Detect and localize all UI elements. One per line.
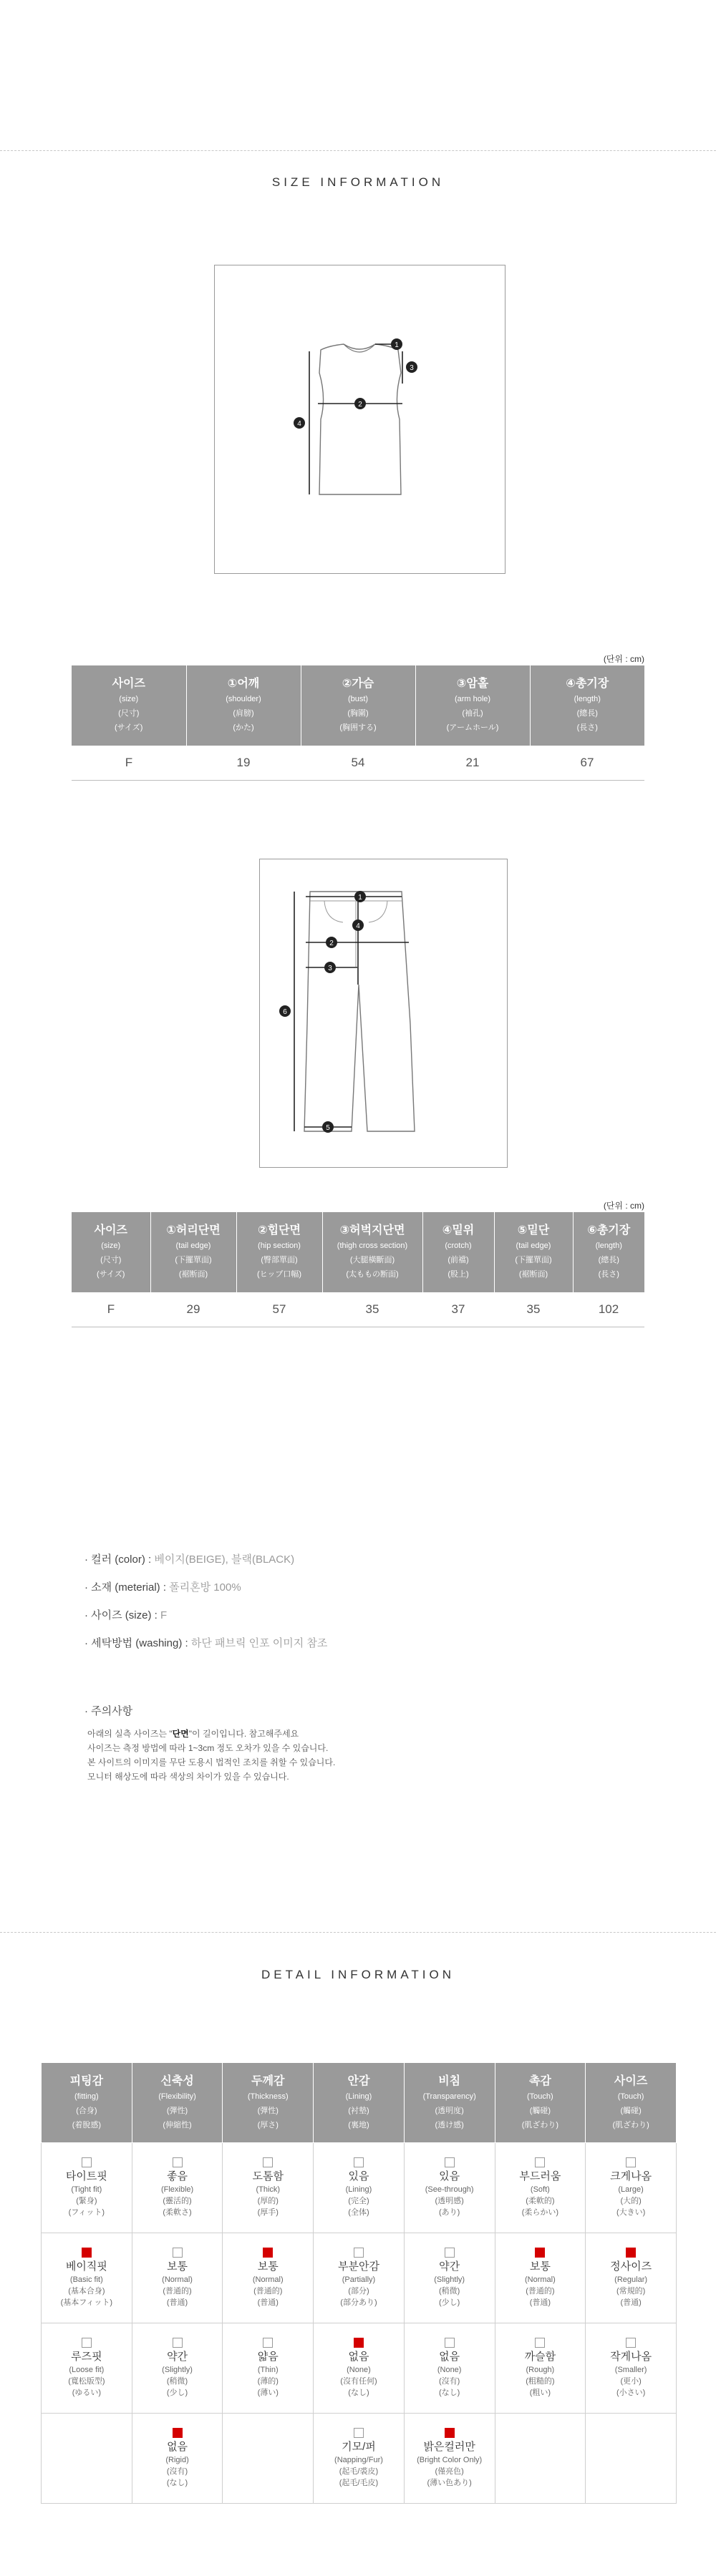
option-label: 밝은컬러만: [423, 2441, 475, 2453]
bottom-header-length: ⑥총기장 (length) (總長) (長さ): [573, 1212, 644, 1292]
middle-divider: [0, 1932, 716, 1933]
detail-option-cell: [223, 2143, 314, 2233]
option-label: 없음: [348, 2351, 369, 2363]
detail-header-size: 사이즈 (Touch) (觸碰) (肌ざわり): [586, 2063, 677, 2143]
bottom-value-thigh: 35: [322, 1292, 422, 1327]
detail-option-cell: [404, 2323, 495, 2414]
option-label: 타이트핏: [65, 2170, 107, 2182]
empty-box-icon: [535, 2338, 545, 2348]
pants-marker-5: [322, 1121, 334, 1133]
option-sublabel: (粗い): [529, 2389, 551, 2397]
detail-option-cell: [42, 2233, 132, 2323]
detail-option-cell: [314, 2143, 405, 2233]
bottom-value-waist: 29: [150, 1292, 236, 1327]
top-value-armhole: 21: [415, 746, 530, 781]
top-value-length: 67: [530, 746, 644, 781]
option-label: 보통: [257, 2260, 279, 2273]
option-sublabel: (粗糙的): [526, 2377, 555, 2386]
option-sublabel: (普通): [620, 2298, 642, 2307]
option-sublabel: (柔軟さ): [163, 2208, 192, 2217]
option-sublabel: (緊身): [76, 2197, 97, 2205]
detail-row: [42, 2323, 677, 2414]
notes-line-1: 아래의 실측 사이즈는 "단면"이 길이입니다. 참고해주세요: [87, 1729, 299, 1739]
detail-row: [42, 2414, 677, 2504]
option-sublabel: (柔らかい): [521, 2208, 559, 2217]
empty-box-icon: [626, 2157, 636, 2167]
option-sublabel: (Thin): [257, 2366, 279, 2374]
bottom-size-header-row: [72, 1212, 644, 1292]
sleeveless-top-illustration: [215, 265, 505, 573]
top-marker-3: [406, 361, 417, 373]
option-sublabel: (更小): [620, 2377, 642, 2386]
pants-marker-3: [324, 962, 336, 973]
option-sublabel: (部分): [348, 2287, 369, 2296]
option-label: 도톰함: [252, 2170, 284, 2182]
detail-option-cell: [586, 2233, 677, 2323]
option-sublabel: (Normal): [524, 2275, 556, 2284]
top-marker-4: [294, 417, 305, 429]
option-label: 없음: [167, 2441, 188, 2453]
bottom-value-rise: 37: [422, 1292, 494, 1327]
option-sublabel: (沒有任何): [340, 2377, 377, 2386]
detail-header-flexibility: 신축성 (Flexibility) (彈性) (伸縮性): [132, 2063, 223, 2143]
option-sublabel: (沒有): [439, 2377, 460, 2386]
option-sublabel: (Lining): [345, 2185, 372, 2194]
checked-box-icon: [82, 2248, 92, 2258]
option-label: 크게나옴: [610, 2170, 652, 2182]
detail-option-cell: [495, 2143, 586, 2233]
option-sublabel: (なし): [166, 2479, 188, 2487]
option-sublabel: (薄い色あり): [427, 2479, 472, 2487]
option-sublabel: (フィット): [68, 2208, 105, 2217]
detail-option-cell: [495, 2323, 586, 2414]
option-sublabel: (ゆるい): [72, 2389, 102, 2397]
option-sublabel: (Normal): [162, 2275, 193, 2284]
notes-line-4: 모니터 해상도에 따라 색상의 차이가 있을 수 있습니다.: [87, 1772, 289, 1782]
option-label: 기모/퍼: [342, 2441, 376, 2453]
detail-row: [42, 2233, 677, 2323]
option-sublabel: (普通的): [253, 2287, 283, 2296]
info-color: · 컬러 (color) : 베이지(BEIGE), 블랙(BLACK): [84, 1553, 295, 1566]
option-sublabel: (Bright Color Only): [417, 2456, 483, 2464]
option-label: 약간: [167, 2351, 188, 2363]
option-sublabel: (Flexible): [160, 2185, 194, 2194]
bottom-value-length: 102: [573, 1292, 644, 1327]
option-label: 약간: [439, 2260, 460, 2273]
top-header-length: ④총기장 (length) (總長) (長さ): [530, 665, 644, 746]
option-sublabel: (常規的): [616, 2287, 646, 2296]
empty-box-icon: [445, 2338, 455, 2348]
option-sublabel: (透明感): [435, 2197, 464, 2205]
option-sublabel: (薄い): [257, 2389, 279, 2397]
bottom-header-thigh: ③허벅지단면 (thigh cross section) (大腿橫斷面) (太ももの断面): [322, 1212, 422, 1292]
empty-box-icon: [173, 2248, 183, 2258]
detail-option-cell: [223, 2323, 314, 2414]
option-sublabel: (僅亮色): [435, 2467, 464, 2476]
detail-option-cell: [223, 2233, 314, 2323]
option-sublabel: (稍微): [439, 2287, 460, 2296]
info-size: · 사이즈 (size) : F: [84, 1609, 168, 1621]
option-sublabel: (普通): [529, 2298, 551, 2307]
option-sublabel: (Thick): [256, 2185, 281, 2194]
option-sublabel: (Smaller): [614, 2366, 647, 2374]
detail-header-transparency: 비침 (Transparency) (透明度) (透け感): [404, 2063, 495, 2143]
detail-empty-cell: [223, 2414, 314, 2504]
top-header-size: 사이즈 (size) (尺寸) (サイズ): [72, 665, 186, 746]
option-sublabel: (起毛/裘皮): [339, 2467, 379, 2476]
bottom-value-size: F: [72, 1292, 150, 1327]
bottom-header-hem: ⑤밑단 (tail edge) (下擺單面) (裾断面): [494, 1212, 573, 1292]
detail-option-cell: [404, 2414, 495, 2504]
detail-option-cell: [314, 2233, 405, 2323]
detail-option-cell: [314, 2323, 405, 2414]
top-value-size: F: [72, 746, 186, 781]
option-label: 베이직핏: [65, 2260, 107, 2273]
detail-option-cell: [586, 2323, 677, 2414]
svg-text:5: 5: [326, 1124, 330, 1132]
bottom-header-rise: ④밑위 (crotch) (前襠) (股上): [422, 1212, 494, 1292]
option-sublabel: (Rigid): [165, 2456, 189, 2464]
detail-information-title: DETAIL INFORMATION: [261, 1968, 455, 1981]
option-sublabel: (None): [437, 2366, 462, 2374]
pants-marker-6: [279, 1005, 291, 1017]
option-label: 루즈핏: [71, 2351, 102, 2363]
empty-box-icon: [626, 2338, 636, 2348]
info-washing: · 세탁방법 (washing) : 하단 패브릭 인포 이미지 참조: [84, 1637, 328, 1649]
option-sublabel: (Slightly): [434, 2275, 465, 2284]
empty-box-icon: [354, 2157, 364, 2167]
svg-text:1: 1: [358, 894, 362, 902]
detail-option-cell: [314, 2414, 405, 2504]
option-sublabel: (See-through): [425, 2185, 474, 2194]
empty-box-icon: [354, 2428, 364, 2438]
checked-box-icon: [535, 2248, 545, 2258]
option-sublabel: (なし): [439, 2389, 460, 2397]
option-sublabel: (少し): [439, 2298, 460, 2307]
pants-illustration: [260, 859, 507, 1167]
option-sublabel: (大的): [620, 2197, 642, 2205]
empty-box-icon: [173, 2338, 183, 2348]
option-sublabel: (Tight fit): [71, 2185, 102, 2194]
detail-header-touch: 촉감 (Touch) (觸碰) (肌ざわり): [495, 2063, 586, 2143]
option-sublabel: (なし): [348, 2389, 369, 2397]
pants-diagram: [259, 859, 508, 1168]
svg-text:1: 1: [395, 341, 399, 349]
empty-box-icon: [445, 2248, 455, 2258]
option-sublabel: (稍微): [166, 2377, 188, 2386]
info-material: · 소재 (meterial) : 폴리혼방 100%: [84, 1581, 241, 1594]
notes-line-3: 본 사이트의 이미지를 무단 도용시 법적인 조치를 취할 수 있습니다.: [87, 1757, 336, 1767]
bottom-header-hip: ②힙단면 (hip section) (臀部單面) (ヒップ口幅): [236, 1212, 322, 1292]
option-sublabel: (基本合身): [68, 2287, 105, 2296]
option-sublabel: (Loose fit): [69, 2366, 105, 2374]
detail-header-fitting: 피팅감 (fitting) (合身) (着脫感): [42, 2063, 132, 2143]
pants-marker-4: [352, 919, 364, 931]
option-label: 정사이즈: [610, 2260, 652, 2273]
bottom-header-size: 사이즈 (size) (尺寸) (サイズ): [72, 1212, 150, 1292]
option-sublabel: (Napping/Fur): [334, 2456, 383, 2464]
detail-header-thickness: 두께감 (Thickness) (彈性) (厚さ): [223, 2063, 314, 2143]
option-sublabel: (Large): [618, 2185, 644, 2194]
option-sublabel: (起毛/毛皮): [339, 2479, 379, 2487]
option-label: 작게나옴: [610, 2351, 652, 2363]
option-sublabel: (厚的): [257, 2197, 279, 2205]
top-header-armhole: ③암홀 (arm hole) (袖孔) (アームホール): [415, 665, 530, 746]
top-header-bust: ②가슴 (bust) (胸圍) (胸囲する): [301, 665, 415, 746]
option-sublabel: (少し): [166, 2389, 188, 2397]
option-label: 까슬함: [524, 2351, 556, 2363]
option-label: 없음: [439, 2351, 460, 2363]
option-sublabel: (Rough): [526, 2366, 555, 2374]
detail-option-cell: [42, 2323, 132, 2414]
option-sublabel: (厚手): [257, 2208, 279, 2217]
option-label: 얇음: [257, 2351, 279, 2363]
option-sublabel: (Regular): [614, 2275, 648, 2284]
svg-text:3: 3: [410, 364, 414, 372]
notes-line-2: 사이즈는 측정 방법에 따라 1~3cm 정도 오차가 있을 수 있습니다.: [87, 1743, 329, 1753]
option-label: 있음: [348, 2170, 369, 2182]
option-sublabel: (薄的): [257, 2377, 279, 2386]
bottom-size-value-row: [72, 1292, 644, 1327]
checked-box-icon: [263, 2248, 273, 2258]
option-sublabel: (普通的): [526, 2287, 555, 2296]
option-sublabel: (沒有): [166, 2467, 188, 2476]
empty-box-icon: [445, 2157, 455, 2167]
pants-marker-2: [326, 937, 337, 948]
detail-header-lining: 안감 (Lining) (衬墊) (裏地): [314, 2063, 405, 2143]
svg-text:2: 2: [358, 401, 362, 409]
option-label: 부분안감: [337, 2260, 379, 2273]
detail-row: [42, 2143, 677, 2233]
option-sublabel: (普通): [257, 2298, 279, 2307]
detail-option-cell: [132, 2414, 223, 2504]
detail-option-cell: [42, 2143, 132, 2233]
bottom-header-waist: ①허리단면 (tail edge) (下擺單面) (裾断面): [150, 1212, 236, 1292]
top-size-table: [72, 665, 644, 781]
option-sublabel: (普通的): [163, 2287, 192, 2296]
detail-option-cell: [495, 2233, 586, 2323]
option-label: 보통: [529, 2260, 551, 2273]
detail-empty-cell: [42, 2414, 132, 2504]
bottom-size-unit: (단위 : cm): [603, 1201, 644, 1211]
option-sublabel: (基本フィット): [60, 2298, 113, 2307]
option-sublabel: (靈活的): [163, 2197, 192, 2205]
option-sublabel: (寬松版型): [68, 2377, 105, 2386]
detail-option-cell: [132, 2323, 223, 2414]
detail-header-row: [42, 2063, 677, 2143]
detail-option-cell: [132, 2233, 223, 2323]
option-sublabel: (全体): [348, 2208, 369, 2217]
empty-box-icon: [82, 2157, 92, 2167]
top-size-header-row: [72, 665, 644, 746]
option-sublabel: (普通): [166, 2298, 188, 2307]
empty-box-icon: [535, 2157, 545, 2167]
top-value-shoulder: 19: [186, 746, 301, 781]
empty-box-icon: [82, 2338, 92, 2348]
detail-information-table: [41, 2062, 677, 2504]
top-value-bust: 54: [301, 746, 415, 781]
pants-marker-1: [354, 891, 366, 902]
option-label: 보통: [167, 2260, 188, 2273]
option-label: 있음: [439, 2170, 460, 2182]
detail-empty-cell: [586, 2414, 677, 2504]
empty-box-icon: [263, 2338, 273, 2348]
detail-option-cell: [586, 2143, 677, 2233]
detail-option-cell: [404, 2143, 495, 2233]
empty-box-icon: [263, 2157, 273, 2167]
option-sublabel: (Normal): [252, 2275, 284, 2284]
option-sublabel: (小さい): [616, 2389, 646, 2397]
top-garment-diagram: [214, 265, 505, 574]
size-information-title: SIZE INFORMATION: [271, 175, 445, 189]
option-sublabel: (柔軟的): [526, 2197, 555, 2205]
checked-box-icon: [173, 2428, 183, 2438]
top-header-shoulder: ①어깨 (shoulder) (肩膀) (かた): [186, 665, 301, 746]
checked-box-icon: [445, 2428, 455, 2438]
svg-text:3: 3: [328, 965, 332, 972]
detail-option-cell: [132, 2143, 223, 2233]
option-sublabel: (Partially): [342, 2275, 376, 2284]
checked-box-icon: [354, 2338, 364, 2348]
top-marker-1: [391, 338, 402, 350]
option-sublabel: (部分あり): [340, 2298, 377, 2307]
bottom-size-table: [72, 1212, 644, 1327]
empty-box-icon: [173, 2157, 183, 2167]
svg-text:4: 4: [297, 420, 301, 428]
bottom-value-hem: 35: [494, 1292, 573, 1327]
option-sublabel: (Slightly): [162, 2366, 193, 2374]
svg-text:6: 6: [283, 1008, 287, 1016]
option-sublabel: (Soft): [530, 2185, 550, 2194]
checked-box-icon: [626, 2248, 636, 2258]
option-label: 부드러움: [519, 2170, 561, 2182]
detail-empty-cell: [495, 2414, 586, 2504]
svg-text:2: 2: [329, 940, 334, 947]
svg-text:4: 4: [356, 922, 360, 930]
notes-title: · 주의사항: [84, 1705, 133, 1717]
option-sublabel: (大きい): [616, 2208, 646, 2217]
option-sublabel: (None): [347, 2366, 371, 2374]
option-label: 좋음: [167, 2170, 188, 2182]
empty-box-icon: [354, 2248, 364, 2258]
bottom-value-hip: 57: [236, 1292, 322, 1327]
top-size-unit: (단위 : cm): [603, 654, 644, 664]
top-divider: [0, 150, 716, 151]
top-size-value-row: [72, 746, 644, 781]
top-marker-2: [354, 398, 366, 409]
detail-option-cell: [404, 2233, 495, 2323]
option-sublabel: (あり): [439, 2208, 460, 2217]
option-sublabel: (完全): [348, 2197, 369, 2205]
option-sublabel: (Basic fit): [69, 2275, 103, 2284]
